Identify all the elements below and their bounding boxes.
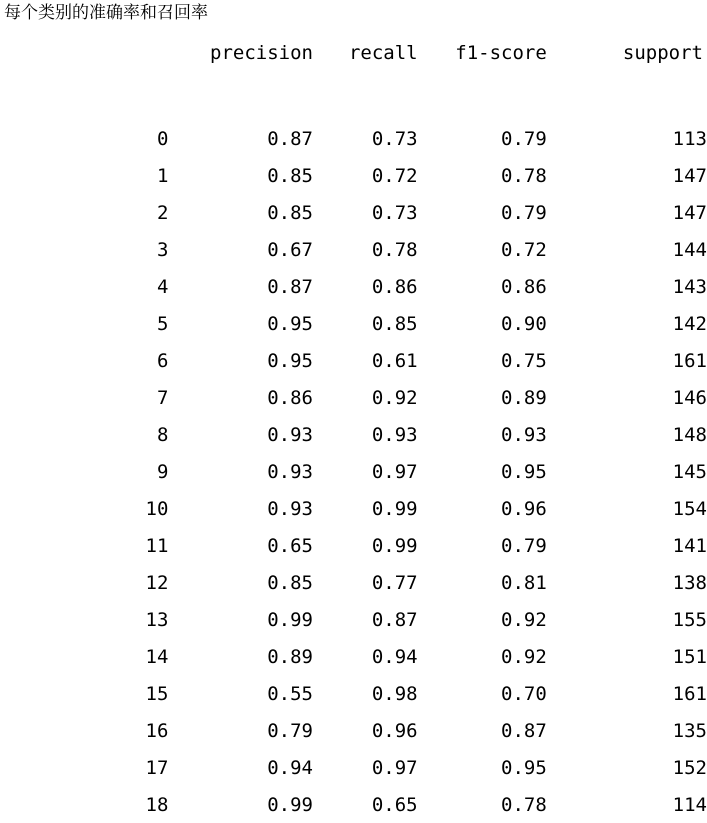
row-support: 114 (672, 793, 707, 816)
row-support: 161 (672, 349, 707, 372)
table-row (0, 194, 707, 231)
row-label: 12 (145, 571, 169, 594)
row-recall: 0.87 (371, 608, 418, 631)
row-support: 152 (672, 756, 707, 779)
row-recall: 0.61 (371, 349, 418, 372)
column-header-precision: precision (210, 42, 313, 64)
row-support: 142 (672, 312, 707, 335)
row-label: 13 (145, 608, 169, 631)
header-row (0, 34, 707, 72)
row-recall: 0.93 (371, 423, 418, 446)
row-support: 143 (672, 275, 707, 298)
row-precision: 0.85 (267, 571, 313, 594)
table-row (0, 638, 707, 675)
row-recall: 0.85 (371, 312, 418, 335)
table-row (0, 305, 707, 342)
row-f1-score: 0.70 (501, 682, 547, 705)
row-support: 145 (672, 460, 707, 483)
row-recall: 0.94 (371, 645, 418, 668)
row-f1-score: 0.95 (501, 460, 547, 483)
row-label: 9 (156, 460, 169, 483)
row-precision: 0.93 (267, 460, 313, 483)
row-f1-score: 0.75 (501, 349, 547, 372)
row-f1-score: 0.78 (501, 793, 547, 816)
table-row (0, 786, 707, 823)
row-f1-score: 0.92 (501, 645, 547, 668)
row-f1-score: 0.86 (501, 275, 547, 298)
row-label: 1 (156, 164, 169, 187)
row-recall: 0.78 (371, 238, 418, 261)
row-label: 15 (145, 682, 169, 705)
row-f1-score: 0.79 (501, 534, 547, 557)
row-label: 14 (145, 645, 169, 668)
table-row (0, 231, 707, 268)
table-row (0, 416, 707, 453)
row-precision: 0.93 (267, 497, 313, 520)
table-row (0, 268, 707, 305)
table-header (0, 34, 707, 72)
row-f1-score: 0.89 (501, 386, 547, 409)
classification-report (0, 34, 707, 823)
row-label: 17 (145, 756, 169, 779)
table-row (0, 712, 707, 749)
table-row (0, 120, 707, 157)
row-support: 148 (672, 423, 707, 446)
row-f1-score: 0.79 (501, 127, 547, 150)
row-precision: 0.55 (267, 682, 313, 705)
row-precision: 0.99 (267, 608, 313, 631)
row-f1-score: 0.96 (501, 497, 547, 520)
row-precision: 0.79 (267, 719, 313, 742)
row-recall: 0.86 (371, 275, 418, 298)
row-f1-score: 0.93 (501, 423, 547, 446)
row-precision: 0.67 (267, 238, 313, 261)
row-support: 113 (672, 127, 707, 150)
row-label: 0 (156, 127, 169, 150)
table-row (0, 490, 707, 527)
classification-report-table (0, 34, 707, 823)
row-recall: 0.72 (371, 164, 418, 187)
table-row (0, 564, 707, 601)
row-label: 3 (156, 238, 169, 261)
row-support: 154 (672, 497, 707, 520)
row-f1-score: 0.92 (501, 608, 547, 631)
row-precision: 0.85 (267, 201, 313, 224)
row-recall: 0.97 (371, 756, 418, 779)
row-support: 138 (672, 571, 707, 594)
row-support: 151 (672, 645, 707, 668)
row-precision: 0.95 (267, 312, 313, 335)
row-recall: 0.99 (371, 534, 418, 557)
table-row (0, 749, 707, 786)
column-header-recall: recall (348, 42, 418, 64)
row-label: 11 (145, 534, 169, 557)
row-f1-score: 0.95 (501, 756, 547, 779)
row-recall: 0.96 (371, 719, 418, 742)
row-precision: 0.85 (267, 164, 313, 187)
table-row (0, 157, 707, 194)
row-f1-score: 0.81 (501, 571, 547, 594)
row-support: 161 (672, 682, 707, 705)
row-label: 16 (145, 719, 169, 742)
row-recall: 0.77 (371, 571, 418, 594)
row-f1-score: 0.90 (501, 312, 547, 335)
row-f1-score: 0.78 (501, 164, 547, 187)
row-label: 2 (156, 201, 169, 224)
row-support: 147 (672, 201, 707, 224)
row-recall: 0.97 (371, 460, 418, 483)
row-precision: 0.95 (267, 349, 313, 372)
column-header-f1-score: f1-score (455, 42, 547, 64)
page-title: 每个类别的准确率和召回率 (4, 3, 208, 23)
row-precision: 0.87 (267, 275, 313, 298)
row-support: 135 (672, 719, 707, 742)
row-precision: 0.86 (267, 386, 313, 409)
row-recall: 0.99 (371, 497, 418, 520)
row-precision: 0.65 (267, 534, 313, 557)
row-label: 5 (156, 312, 169, 335)
table-row (0, 527, 707, 564)
row-f1-score: 0.87 (501, 719, 547, 742)
row-recall: 0.92 (371, 386, 418, 409)
table-row (0, 675, 707, 712)
row-label: 18 (145, 793, 169, 816)
column-header-support: support (622, 42, 703, 64)
column-header-label (0, 34, 168, 72)
row-precision: 0.94 (267, 756, 313, 779)
row-precision: 0.99 (267, 793, 313, 816)
row-support: 141 (672, 534, 707, 557)
row-f1-score: 0.79 (501, 201, 547, 224)
row-label: 10 (145, 497, 169, 520)
row-recall: 0.73 (371, 127, 418, 150)
row-support: 144 (672, 238, 707, 261)
row-recall: 0.98 (371, 682, 418, 705)
table-row (0, 379, 707, 416)
row-f1-score: 0.72 (501, 238, 547, 261)
row-precision: 0.93 (267, 423, 313, 446)
row-recall: 0.73 (371, 201, 418, 224)
table-row (0, 601, 707, 638)
table-row (0, 342, 707, 379)
row-precision: 0.87 (267, 127, 313, 150)
row-label: 7 (156, 386, 169, 409)
row-label: 6 (156, 349, 169, 372)
table-row (0, 453, 707, 490)
row-support: 155 (672, 608, 707, 631)
table-spacer-row (0, 72, 707, 120)
row-label: 4 (156, 275, 169, 298)
row-precision: 0.89 (267, 645, 313, 668)
row-label: 8 (156, 423, 169, 446)
row-support: 146 (672, 386, 707, 409)
row-support: 147 (672, 164, 707, 187)
table-body (0, 72, 707, 823)
row-recall: 0.65 (371, 793, 418, 816)
